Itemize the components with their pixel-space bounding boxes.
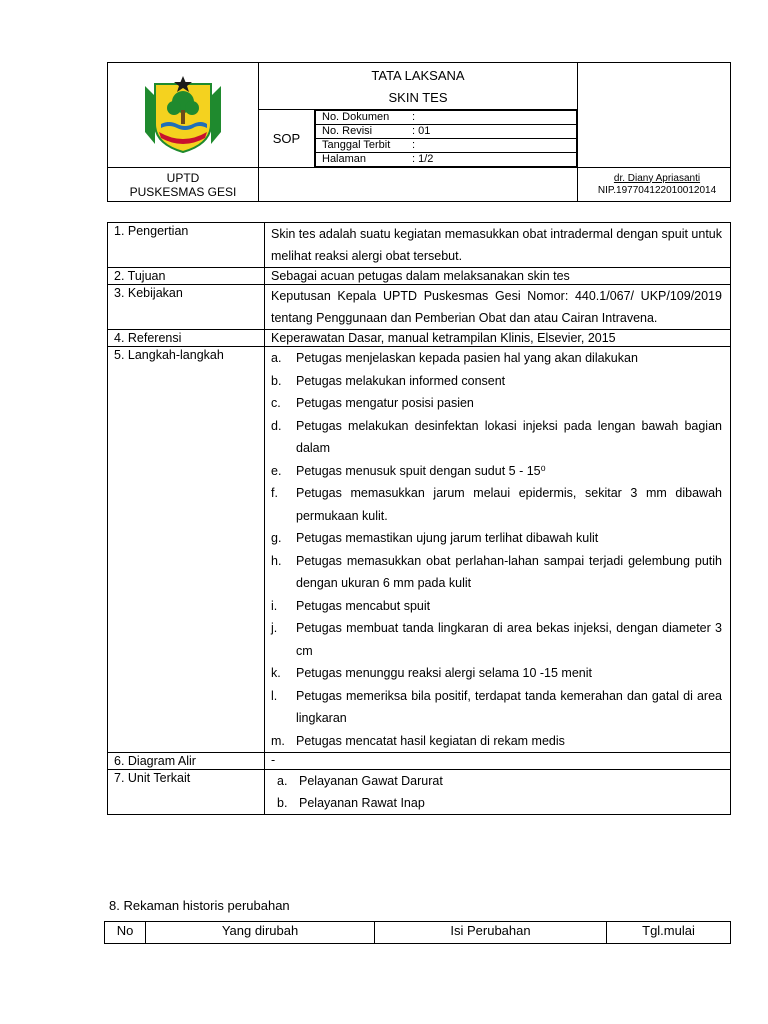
row-tujuan — [108, 268, 731, 285]
list-item: a. Petugas menjelaskan kepada pasien hal yang akan dilakukan — [271, 351, 638, 365]
table-row — [105, 922, 731, 944]
col-isi-perubahan: Isi Perubahan — [375, 922, 607, 944]
col-tgl-mulai: Tgl.mulai — [607, 922, 731, 944]
puskesmas-logo-icon — [137, 74, 229, 154]
title-line-1: TATA LAKSANA — [371, 68, 465, 83]
meta-table — [315, 110, 577, 167]
document-title — [259, 63, 578, 110]
list-item: k. Petugas menunggu reaksi alergi selama 10 -15 menit — [271, 666, 593, 680]
row-referensi — [108, 330, 731, 347]
row-langkah — [108, 347, 731, 753]
meta-halaman: Halaman : 1/2 — [316, 153, 577, 167]
list-item: i. Petugas mencabut spuit — [271, 598, 431, 613]
label-tujuan: 2. Tujuan — [108, 268, 265, 285]
list-item: b. Petugas melakukan informed consent — [271, 373, 506, 388]
list-item: j. Petugas membuat tanda lingkaran di area bekas injeksi, dengan diameter 3 cm — [271, 621, 722, 658]
col-no: No — [105, 922, 146, 944]
meta-container — [315, 110, 578, 168]
rekaman-table — [104, 921, 731, 944]
list-item: b. Pelayanan Rawat Inap — [277, 796, 425, 810]
list-item: f. Petugas memasukkan jarum melaui epidermis, sekitar 3 mm dibawah permukaan kulit. — [271, 486, 722, 523]
row-diagram — [108, 753, 731, 770]
logo-cell — [108, 63, 259, 168]
list-item: c. Petugas mengatur posisi pasien — [271, 396, 474, 410]
row-unit — [108, 770, 731, 815]
approval-blank-cell — [578, 63, 731, 168]
label-pengertian: 1. Pengertian — [108, 223, 265, 268]
row-kebijakan — [108, 285, 731, 330]
org-name: UPTD PUSKESMAS GESI — [108, 168, 259, 202]
list-item: h. Petugas memasukkan obat perlahan-lahan sampai terjadi gelembung putih dengan ukuran 6 mm pada kulit — [271, 553, 722, 590]
label-unit: 7. Unit Terkait — [108, 770, 265, 815]
list-item: e. Petugas menusuk spuit dengan sudut 5 - 15⁰ — [271, 463, 546, 478]
sop-label: SOP — [259, 110, 315, 168]
signer-name: dr. Diany Apriasanti — [613, 172, 701, 184]
title-line-2: SKIN TES — [388, 90, 448, 105]
steps-cell — [265, 347, 731, 753]
text-referensi: Keperawatan Dasar, manual ketrampilan Klinis, Elsevier, 2015 — [265, 330, 731, 347]
rekaman-title: 8. Rekaman historis perubahan — [109, 898, 290, 913]
label-kebijakan: 3. Kebijakan — [108, 285, 265, 330]
sop-content-table — [107, 222, 731, 815]
text-diagram: - — [265, 753, 731, 770]
meta-no-revisi: No. Revisi : 01 — [316, 125, 577, 139]
text-pengertian: Skin tes adalah suatu kegiatan memasukkan obat intradermal dengan spuit untuk melihat reaksi alergi obat tersebut. — [265, 223, 731, 268]
col-yang-dirubah: Yang dirubah — [146, 922, 375, 944]
units-list — [271, 770, 722, 814]
steps-list — [271, 347, 722, 752]
list-item: a. Pelayanan Gawat Darurat — [277, 774, 443, 788]
label-diagram: 6. Diagram Alir — [108, 753, 265, 770]
list-item: g. Petugas memastikan ujung jarum terlihat dibawah kulit — [271, 531, 599, 545]
text-tujuan: Sebagai acuan petugas dalam melaksanakan skin tes — [265, 268, 731, 285]
list-item: m. Petugas mencatat hasil kegiatan di rekam medis — [271, 733, 565, 748]
list-item: d. Petugas melakukan desinfektan lokasi injeksi pada lengan bawah bagian dalam — [271, 418, 722, 455]
meta-no-dokumen: No. Dokumen : — [316, 111, 577, 125]
row-pengertian — [108, 223, 731, 268]
meta-tanggal-terbit: Tanggal Terbit : — [316, 139, 577, 153]
label-referensi: 4. Referensi — [108, 330, 265, 347]
text-kebijakan: Keputusan Kepala UPTD Puskesmas Gesi Nomor: 440.1/067/ UKP/109/2019 tentang Penggunaan dan Pemberian Obat dan atau Cairan Intravena. — [265, 285, 731, 330]
signer — [578, 168, 731, 202]
blank-cell — [259, 168, 578, 202]
units-cell — [265, 770, 731, 815]
label-langkah: 5. Langkah-langkah — [108, 347, 265, 753]
list-item: l. Petugas memeriksa bila positif, terdapat tanda kemerahan dan gatal di area lingkaran — [271, 688, 722, 725]
signer-nip: NIP.197704122010012014 — [597, 184, 717, 196]
sop-header — [107, 62, 731, 202]
